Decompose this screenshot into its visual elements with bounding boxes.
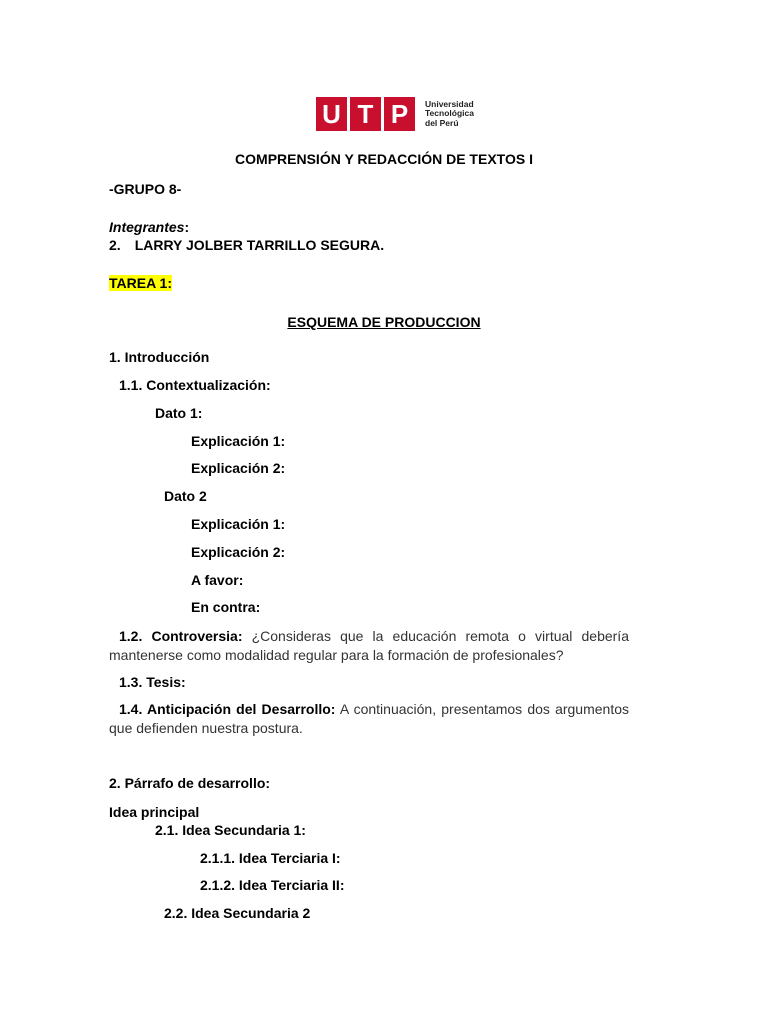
- controversy-text: ¿Consideras que la educación remota o virtual debería mantenerse como modalidad regular para la formación de profesionales?: [109, 628, 629, 663]
- task-highlight: TAREA 1:: [109, 275, 172, 291]
- main-idea: Idea principal: [109, 804, 200, 820]
- development-heading: 2. Párrafo de desarrollo:: [109, 775, 271, 791]
- utp-logo: [316, 97, 474, 131]
- logo-line-3: del Perú: [425, 117, 459, 128]
- secondary-idea-2: 2.2. Idea Secundaria 2: [164, 905, 311, 921]
- dato-2-explanation-2: Explicación 2:: [191, 544, 286, 560]
- logo-letter-p: P: [384, 97, 415, 131]
- controversy-label: 1.2. Controversia:: [119, 628, 243, 644]
- members-heading: [109, 218, 189, 236]
- member-item: [109, 236, 384, 254]
- task-label: [109, 274, 172, 292]
- tertiary-idea-1: 2.1.1. Idea Terciaria I:: [200, 850, 341, 866]
- context-heading: 1.1. Contextualización:: [119, 377, 271, 393]
- group-label: -GRUPO 8-: [109, 181, 182, 197]
- secondary-idea-1: 2.1. Idea Secundaria 1:: [155, 822, 306, 838]
- dato-2-explanation-1: Explicación 1:: [191, 516, 286, 532]
- thesis-heading: 1.3. Tesis:: [119, 674, 186, 690]
- anticipation-label: 1.4. Anticipación del Desarrollo:: [119, 701, 336, 717]
- logo-line-2: Tecnológica: [425, 108, 474, 119]
- members-colon: :: [184, 219, 190, 235]
- in-favor: A favor:: [191, 572, 244, 588]
- against: En contra:: [191, 599, 261, 615]
- anticipation-paragraph: [109, 700, 629, 738]
- dato-1-explanation-2: Explicación 2:: [191, 460, 286, 476]
- course-title: COMPRENSIÓN Y REDACCIÓN DE TEXTOS I: [235, 151, 533, 167]
- anticipation-text: A continuación, presentamos dos argumentos que defienden nuestra postura.: [109, 701, 629, 736]
- logo-line-1: Universidad: [425, 98, 474, 109]
- logo-letter-t: T: [350, 97, 381, 131]
- dato-1-explanation-1: Explicación 1:: [191, 433, 286, 449]
- tertiary-idea-2: 2.1.2. Idea Terciaria II:: [200, 877, 345, 893]
- member-name: LARRY JOLBER TARRILLO SEGURA.: [134, 237, 385, 253]
- controversy-paragraph: [109, 627, 629, 665]
- intro-heading: 1. Introducción: [109, 349, 210, 365]
- dato-2: Dato 2: [164, 488, 207, 504]
- logo-text: [425, 100, 474, 129]
- scheme-title: [0, 313, 768, 331]
- members-label: Integrantes: [109, 219, 185, 235]
- dato-1: Dato 1:: [155, 405, 203, 421]
- scheme-title-text: ESQUEMA DE PRODUCCION: [287, 314, 481, 330]
- logo-letter-u: U: [316, 97, 347, 131]
- member-number: 2.: [109, 237, 121, 253]
